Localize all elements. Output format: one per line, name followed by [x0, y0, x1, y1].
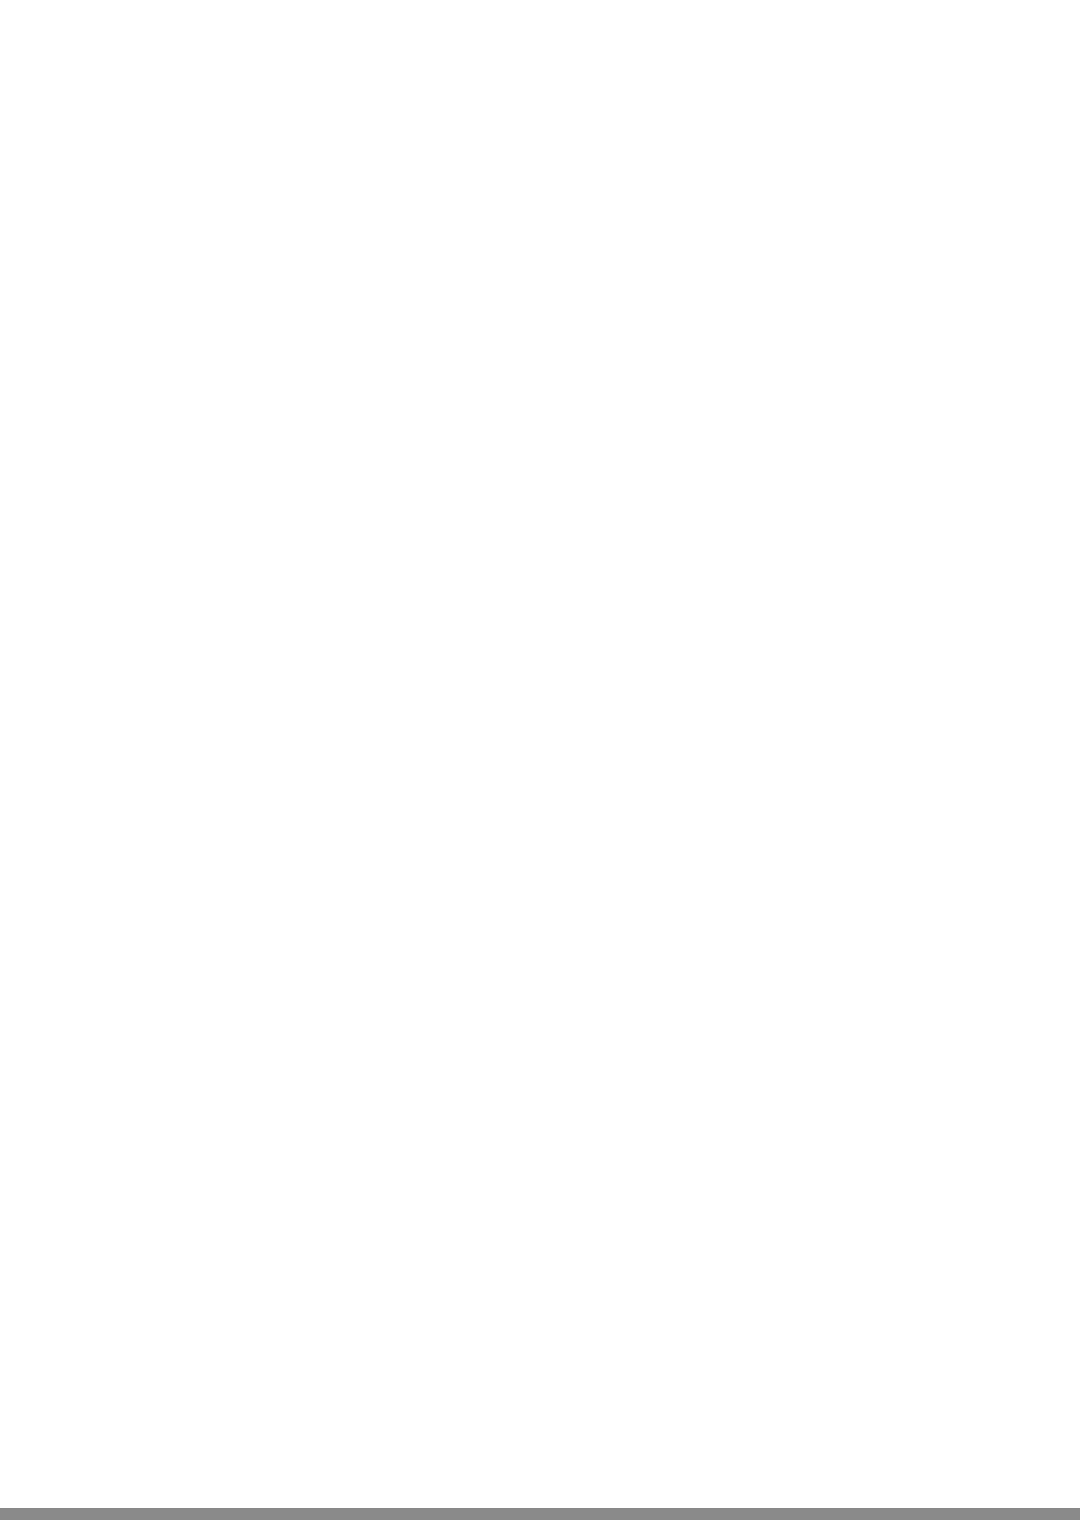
- commendation-letter: [165, 0, 925, 1500]
- handwritten-signature: [712, 912, 822, 992]
- page-bottom-edge: [0, 1508, 1080, 1520]
